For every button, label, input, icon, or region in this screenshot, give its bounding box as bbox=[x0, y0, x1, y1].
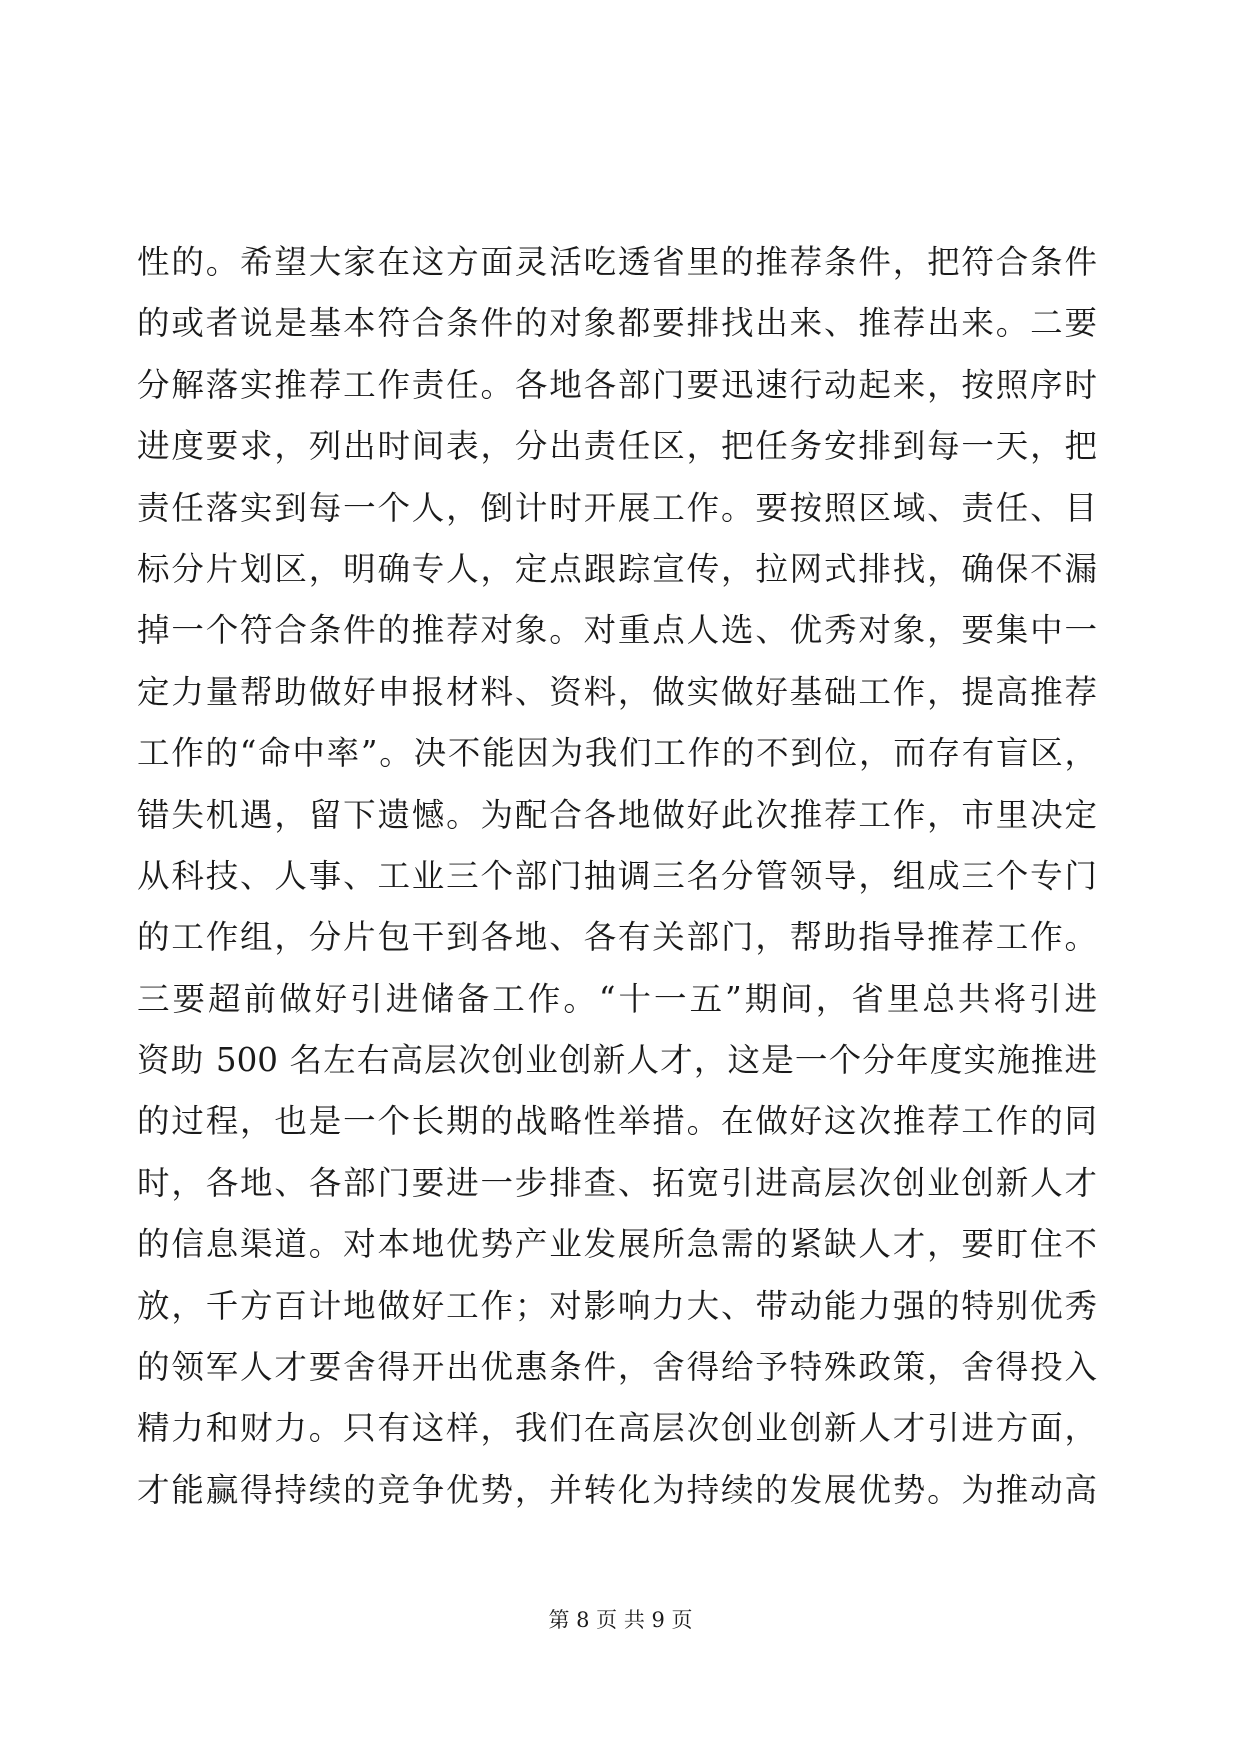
page-footer bbox=[0, 1606, 1241, 1634]
body-text bbox=[137, 232, 1097, 1521]
text-line: 定力量帮助做好申报材料、资料，做实做好基础工作，提高推荐 bbox=[137, 672, 1097, 711]
text-line: 性的。希望大家在这方面灵活吃透省里的推荐条件，把符合条件 bbox=[137, 243, 1097, 281]
text-line: 从科技、人事、工业三个部门抽调三名分管领导，组成三个专门 bbox=[137, 856, 1097, 895]
text-line: 工作的“命中率”。决不能因为我们工作的不到位，而存有盲区， bbox=[137, 734, 1097, 773]
text-line: 三要超前做好引进储备工作。“十一五”期间，省里总共将引进 bbox=[137, 979, 1097, 1018]
text-line: 进度要求，列出时间表，分出责任区，把任务安排到每一天，把 bbox=[137, 427, 1097, 466]
text-line: 的信息渠道。对本地优势产业发展所急需的紧缺人才，要盯住不 bbox=[137, 1225, 1097, 1264]
text-line: 掉一个符合条件的推荐对象。对重点人选、优秀对象，要集中一 bbox=[137, 611, 1097, 650]
text-line: 的或者说是基本符合条件的对象都要排找出来、推荐出来。二要 bbox=[137, 304, 1097, 343]
text-line: 才能赢得持续的竞争优势，并转化为持续的发展优势。为推动高 bbox=[137, 1470, 1097, 1509]
text-line: 的领军人才要舍得开出优惠条件，舍得给予特殊政策，舍得投入 bbox=[137, 1348, 1097, 1387]
text-line: 的工作组，分片包干到各地、各有关部门，帮助指导推荐工作。 bbox=[137, 918, 1097, 957]
text-line: 资助 500 名左右高层次创业创新人才，这是一个分年度实施推进 bbox=[137, 1041, 1097, 1080]
text-line: 精力和财力。只有这样，我们在高层次创业创新人才引进方面， bbox=[137, 1409, 1097, 1448]
text-line: 分解落实推荐工作责任。各地各部门要迅速行动起来，按照序时 bbox=[137, 365, 1097, 404]
text-line: 时，各地、各部门要进一步排查、拓宽引进高层次创业创新人才 bbox=[137, 1163, 1097, 1202]
text-line: 标分片划区，明确专人，定点跟踪宣传，拉网式排找，确保不漏 bbox=[137, 549, 1097, 588]
text-line: 放，千方百计地做好工作；对影响力大、带动能力强的特别优秀 bbox=[137, 1286, 1097, 1325]
page-number-label: 第 8 页 共 9 页 bbox=[548, 1608, 693, 1632]
text-line: 的过程，也是一个长期的战略性举措。在做好这次推荐工作的同 bbox=[137, 1102, 1097, 1141]
text-line: 责任落实到每一个人，倒计时开展工作。要按照区域、责任、目 bbox=[137, 488, 1097, 527]
text-line: 错失机遇，留下遗憾。为配合各地做好此次推荐工作，市里决定 bbox=[137, 795, 1097, 834]
